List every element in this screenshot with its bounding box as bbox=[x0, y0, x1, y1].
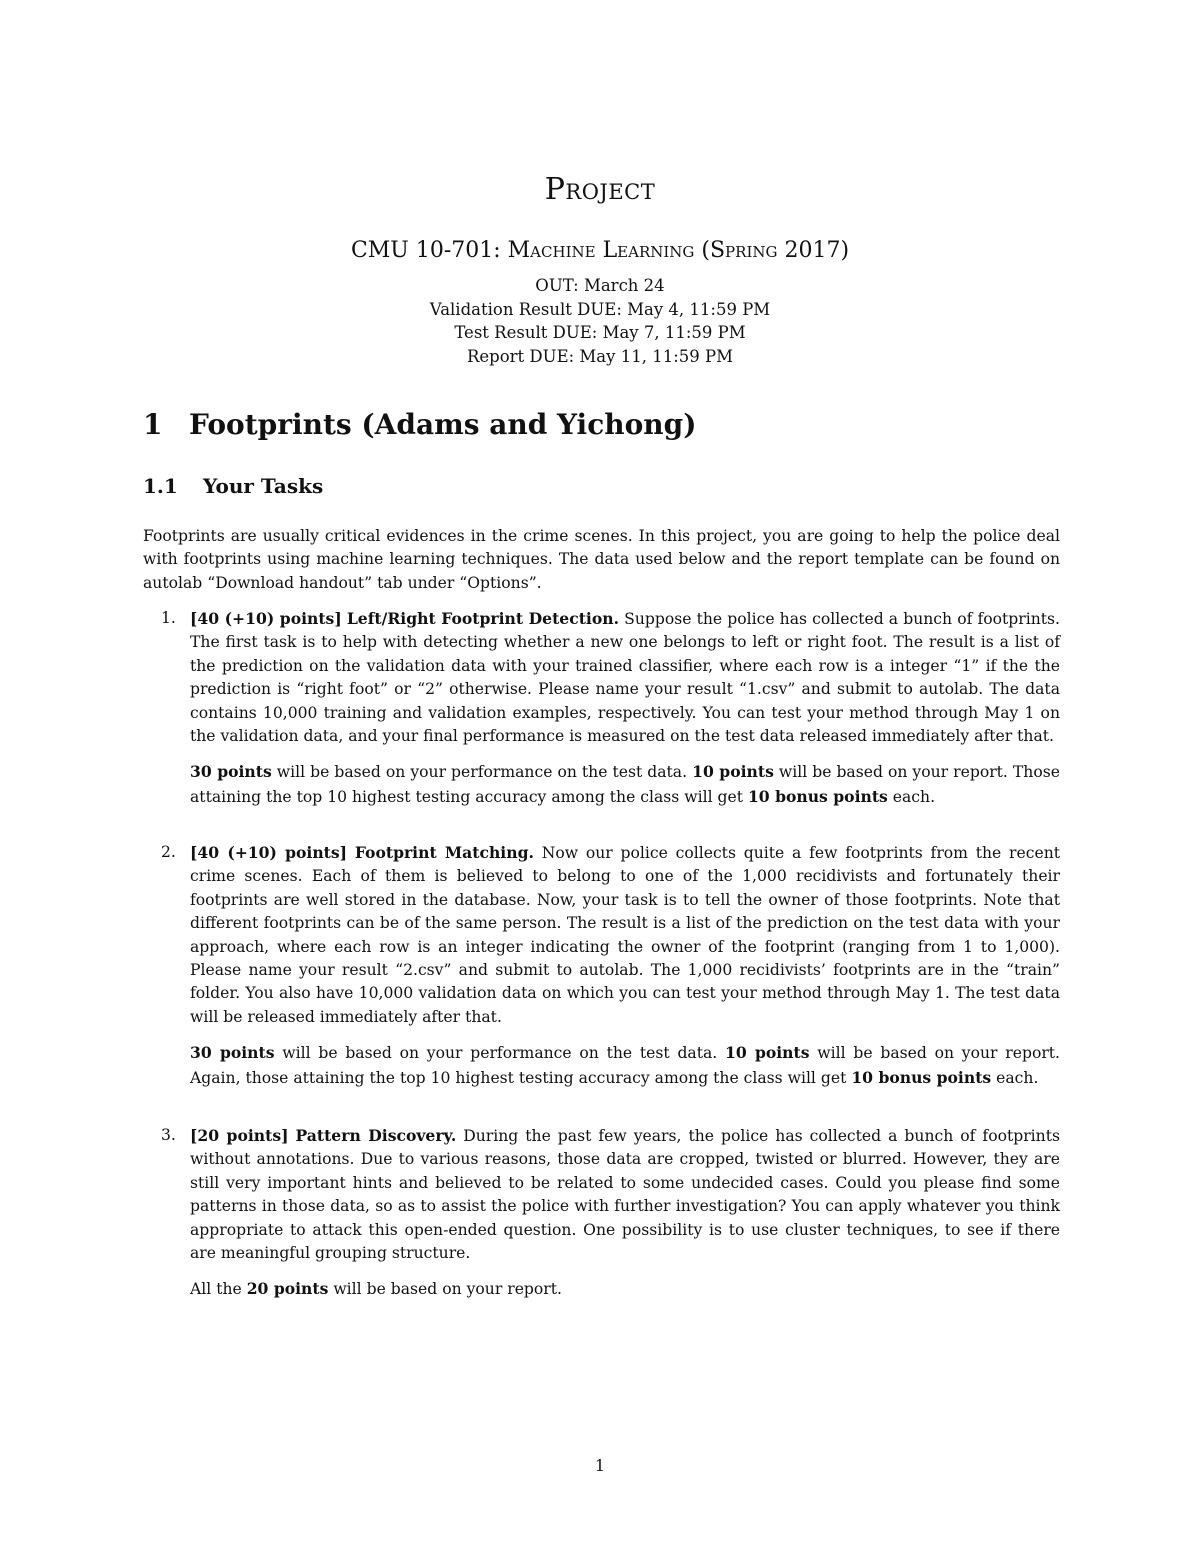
section-title: Footprints (Adams and Yichong) bbox=[189, 408, 697, 441]
task-name: Left/Right Footprint Detection. bbox=[346, 609, 620, 628]
grading-points: 10 points bbox=[692, 762, 774, 782]
task-text: During the past few years, the police has collected a bunch of footprints without annotations. Due to various reasons, those data are cropped, twisted or blurred. However, they are still very important hints and believed to be related to some undecided cases. Could you please find some patterns in those data, so as to assist the police with further investigation? You can apply whatever you think appropriate to attack this open-ended question. One possibility is to use cluster techniques, to see if there are meaningful grouping structure. bbox=[190, 1127, 1060, 1263]
task-name: Pattern Discovery. bbox=[295, 1126, 457, 1145]
task-marker: 2. bbox=[161, 843, 176, 861]
grading-text: will be based on your report. Those attaining the top 10 highest testing accuracy among the class will get bbox=[190, 763, 1060, 806]
task-item-1 bbox=[143, 607, 1060, 809]
grading-points: 30 points bbox=[190, 1043, 275, 1063]
bonus-points: 10 bonus points bbox=[747, 786, 888, 806]
task-text: Now our police collects quite a few footprints from the recent crime scenes. Each of them is believed to belong to one of the 1,000 recidivists and fortunately their footprints are well stored in the database. Now, your task is to tell the owner of those footprints. Note that different footprints can be of the same person. The result is a list of the prediction on the test data with your approach, where each row is an integer indicating the owner of the footprint (ranging from 1 to 1,000). Please name your result “2.csv” and submit to autolab. The 1,000 recidivists’ footprints are in the “train” folder. You also have 10,000 validation data on which you can test your method through May 1. The test data will be released immediately after that. bbox=[190, 844, 1061, 1026]
task-grading bbox=[190, 1041, 1060, 1090]
grading-points: 10 points bbox=[725, 1043, 810, 1063]
grading-points: 20 points bbox=[246, 1279, 329, 1299]
task-points: [40 (+10) points] bbox=[190, 843, 348, 862]
grading-points: 30 points bbox=[190, 762, 272, 782]
subsection-number: 1.1 bbox=[143, 474, 178, 498]
subsection-heading bbox=[143, 474, 323, 498]
grading-text: will be based on your report. Again, those attaining the top 10 highest testing accuracy among the class will get bbox=[190, 1044, 1061, 1087]
section-number: 1 bbox=[143, 408, 163, 441]
task-marker: 1. bbox=[161, 609, 176, 627]
task-grading bbox=[190, 760, 1060, 809]
out-date: OUT: March 24 bbox=[535, 276, 665, 295]
grading-text: each. bbox=[991, 1068, 1039, 1087]
task-description bbox=[190, 841, 1060, 1029]
subsection-title: Your Tasks bbox=[203, 474, 324, 498]
task-points: [20 points] bbox=[190, 1126, 289, 1145]
task-text: Suppose the police has collected a bunch of footprints. The first task is to help with detecting whether a new one belongs to left or right foot. The result is a list of the prediction on the validation data with your trained classifier, where each row is a integer “1” if the the prediction is “right foot” or “2” otherwise. Please name your result “1.csv” and submit to autolab. The data contains 10,000 training and validation examples, respectively. You can test your method through May 1 on the validation data, and your final performance is measured on the test data released immediately after that. bbox=[190, 610, 1060, 746]
section-heading bbox=[143, 408, 696, 441]
validation-due-date: Validation Result DUE: May 4, 11:59 PM bbox=[429, 299, 771, 319]
grading-text: will be based on your performance on the test data. bbox=[274, 1044, 726, 1063]
grading-text: All the bbox=[190, 1280, 247, 1299]
bonus-points: 10 bonus points bbox=[851, 1067, 992, 1087]
report-due-date: Report DUE: May 11, 11:59 PM bbox=[466, 346, 733, 366]
course-name: CMU 10-701: Machine Learning (Spring 2017) bbox=[350, 238, 850, 263]
test-due-date: Test Result DUE: May 7, 11:59 PM bbox=[454, 323, 746, 342]
grading-text: will be based on your performance on the test data. bbox=[271, 763, 693, 782]
grading-text: will be based on your report. bbox=[328, 1280, 562, 1299]
task-description bbox=[190, 607, 1060, 748]
intro-paragraph: Footprints are usually critical evidences in the crime scenes. In this project, you are going to help the police deal with footprints using machine learning techniques. The data used below and the report template can be found on autolab “Download handout” tab under “Options”. bbox=[143, 527, 1060, 592]
due-dates bbox=[0, 274, 1200, 368]
task-item-3 bbox=[143, 1124, 1060, 1302]
task-item-2 bbox=[143, 841, 1060, 1090]
task-grading bbox=[190, 1277, 1060, 1301]
task-marker: 3. bbox=[161, 1126, 176, 1144]
task-description bbox=[190, 1124, 1060, 1265]
document-title: Project bbox=[544, 172, 656, 207]
task-name: Footprint Matching. bbox=[354, 843, 534, 862]
grading-text: each. bbox=[887, 787, 936, 806]
page-number: 1 bbox=[594, 1456, 606, 1475]
task-points: [40 (+10) points] bbox=[190, 609, 342, 628]
